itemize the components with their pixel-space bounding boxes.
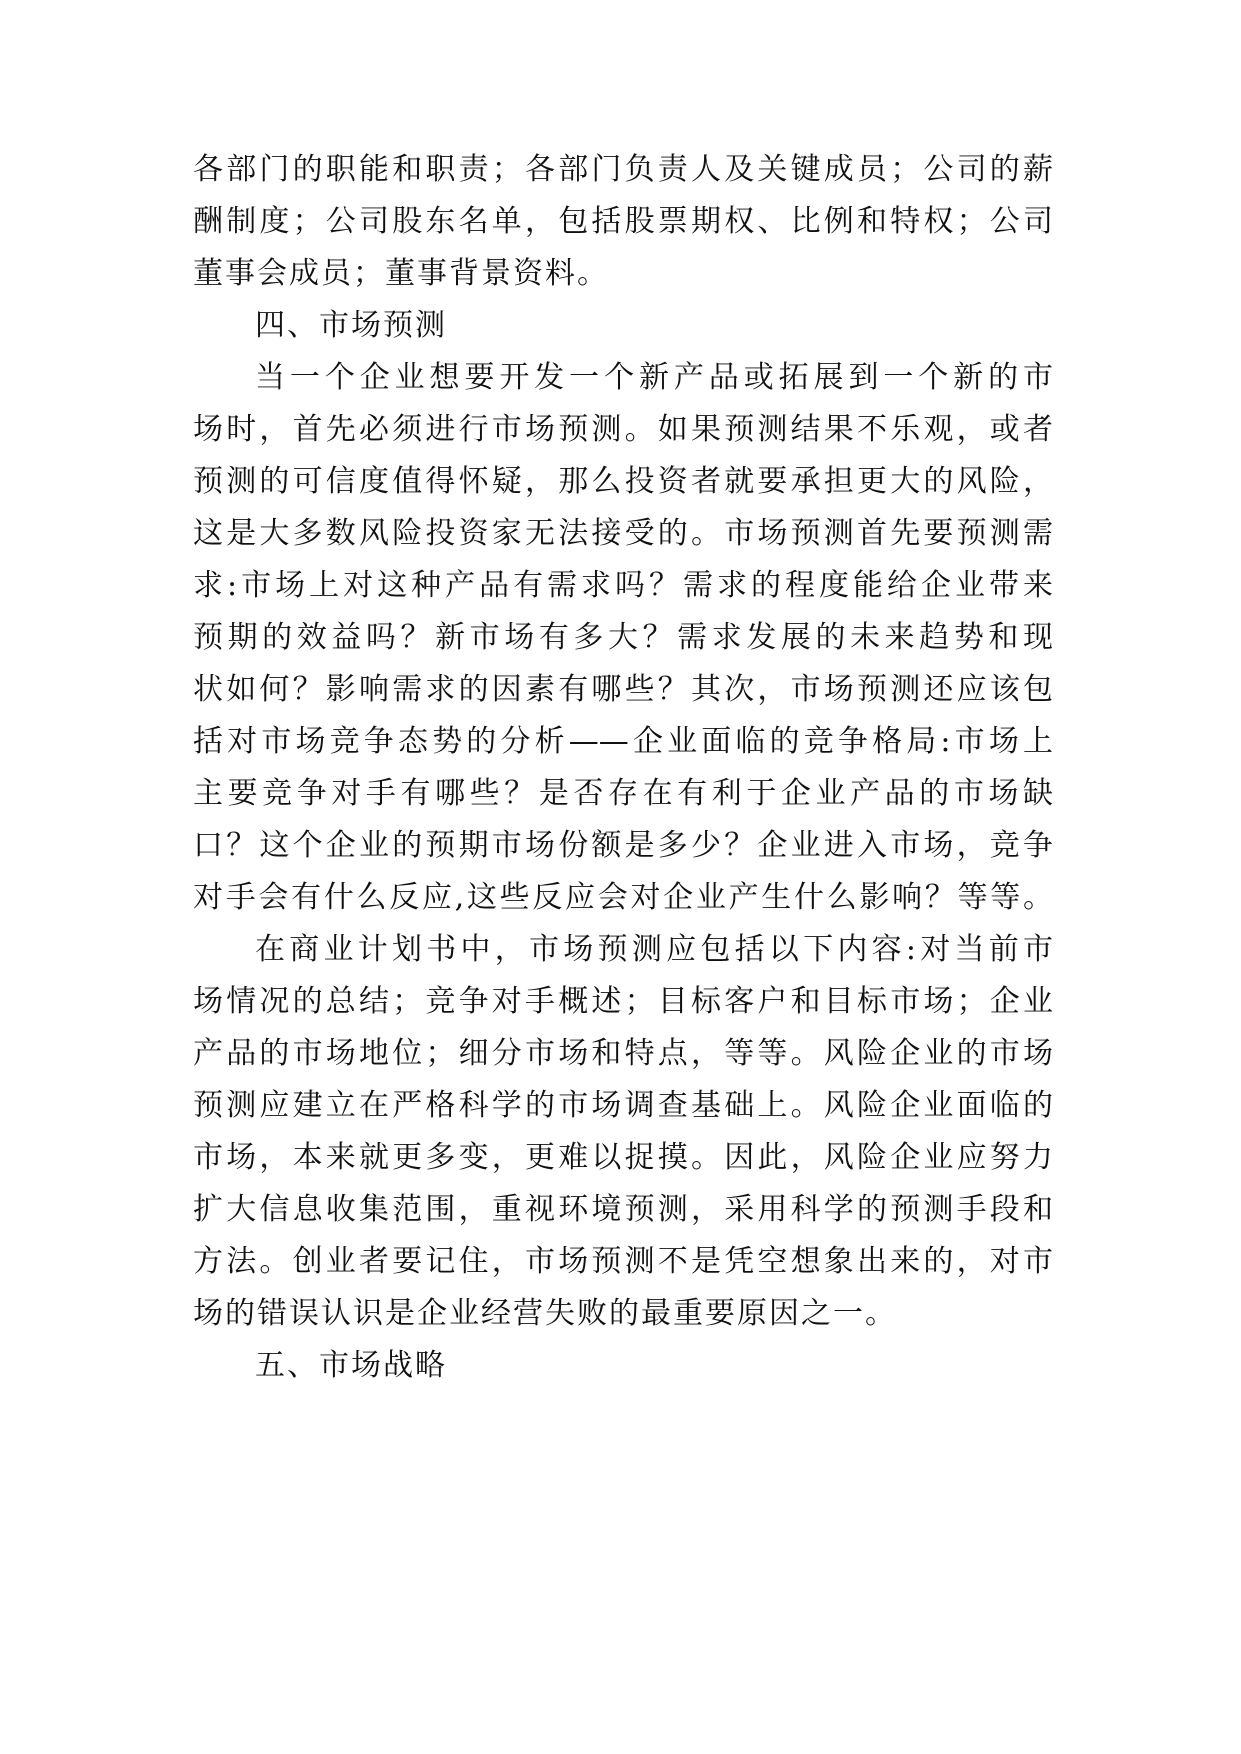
paragraph-line: 主要竞争对手有哪些？是否存在有利于企业产品的市场缺 — [193, 776, 1053, 811]
paragraph-line: 市场，本来就更多变，更难以捉摸。因此，风险企业应努力 — [193, 1140, 1053, 1175]
paragraph-line: 产品的市场地位；细分市场和特点，等等。风险企业的市场 — [193, 1036, 1053, 1071]
paragraph-line: 方法。创业者要记住，市场预测不是凭空想象出来的，对市 — [193, 1244, 1053, 1279]
paragraph-line: 各部门的职能和职责；各部门负责人及关键成员；公司的薪 — [193, 152, 1053, 187]
paragraph-line: 场时，首先必须进行市场预测。如果预测结果不乐观，或者 — [193, 412, 1053, 447]
paragraph-line: 状如何？影响需求的因素有哪些？其次，市场预测还应该包 — [193, 672, 1053, 707]
section-heading: 五、市场战略 — [255, 1348, 447, 1383]
paragraph-line: 口？这个企业的预期市场份额是多少？企业进入市场，竞争 — [193, 828, 1053, 863]
paragraph-line: 场情况的总结；竞争对手概述；目标客户和目标市场；企业 — [193, 984, 1053, 1019]
paragraph-line: 这是大多数风险投资家无法接受的。市场预测首先要预测需 — [193, 516, 1053, 551]
paragraph-line: 求:市场上对这种产品有需求吗？需求的程度能给企业带来 — [193, 568, 1053, 603]
paragraph-line: 括对市场竞争态势的分析——企业面临的竞争格局:市场上 — [193, 724, 1053, 759]
paragraph-line: 董事会成员；董事背景资料。 — [193, 256, 609, 291]
paragraph-line: 预期的效益吗？新市场有多大？需求发展的未来趋势和现 — [193, 620, 1053, 655]
paragraph-line: 酬制度；公司股东名单，包括股票期权、比例和特权；公司 — [193, 204, 1053, 239]
paragraph-line: 对手会有什么反应,这些反应会对企业产生什么影响？等等。 — [193, 880, 1053, 915]
paragraph-line: 预测的可信度值得怀疑，那么投资者就要承担更大的风险， — [193, 464, 1053, 499]
paragraph-line: 场的错误认识是企业经营失败的最重要原因之一。 — [193, 1296, 897, 1331]
paragraph-line: 当一个企业想要开发一个新产品或拓展到一个新的市 — [255, 360, 1053, 395]
paragraph-line: 预测应建立在严格科学的市场调查基础上。风险企业面临的 — [193, 1088, 1053, 1123]
paragraph-line: 在商业计划书中，市场预测应包括以下内容:对当前市 — [255, 932, 1053, 967]
section-heading: 四、市场预测 — [255, 308, 447, 343]
paragraph-line: 扩大信息收集范围，重视环境预测，采用科学的预测手段和 — [193, 1192, 1053, 1227]
